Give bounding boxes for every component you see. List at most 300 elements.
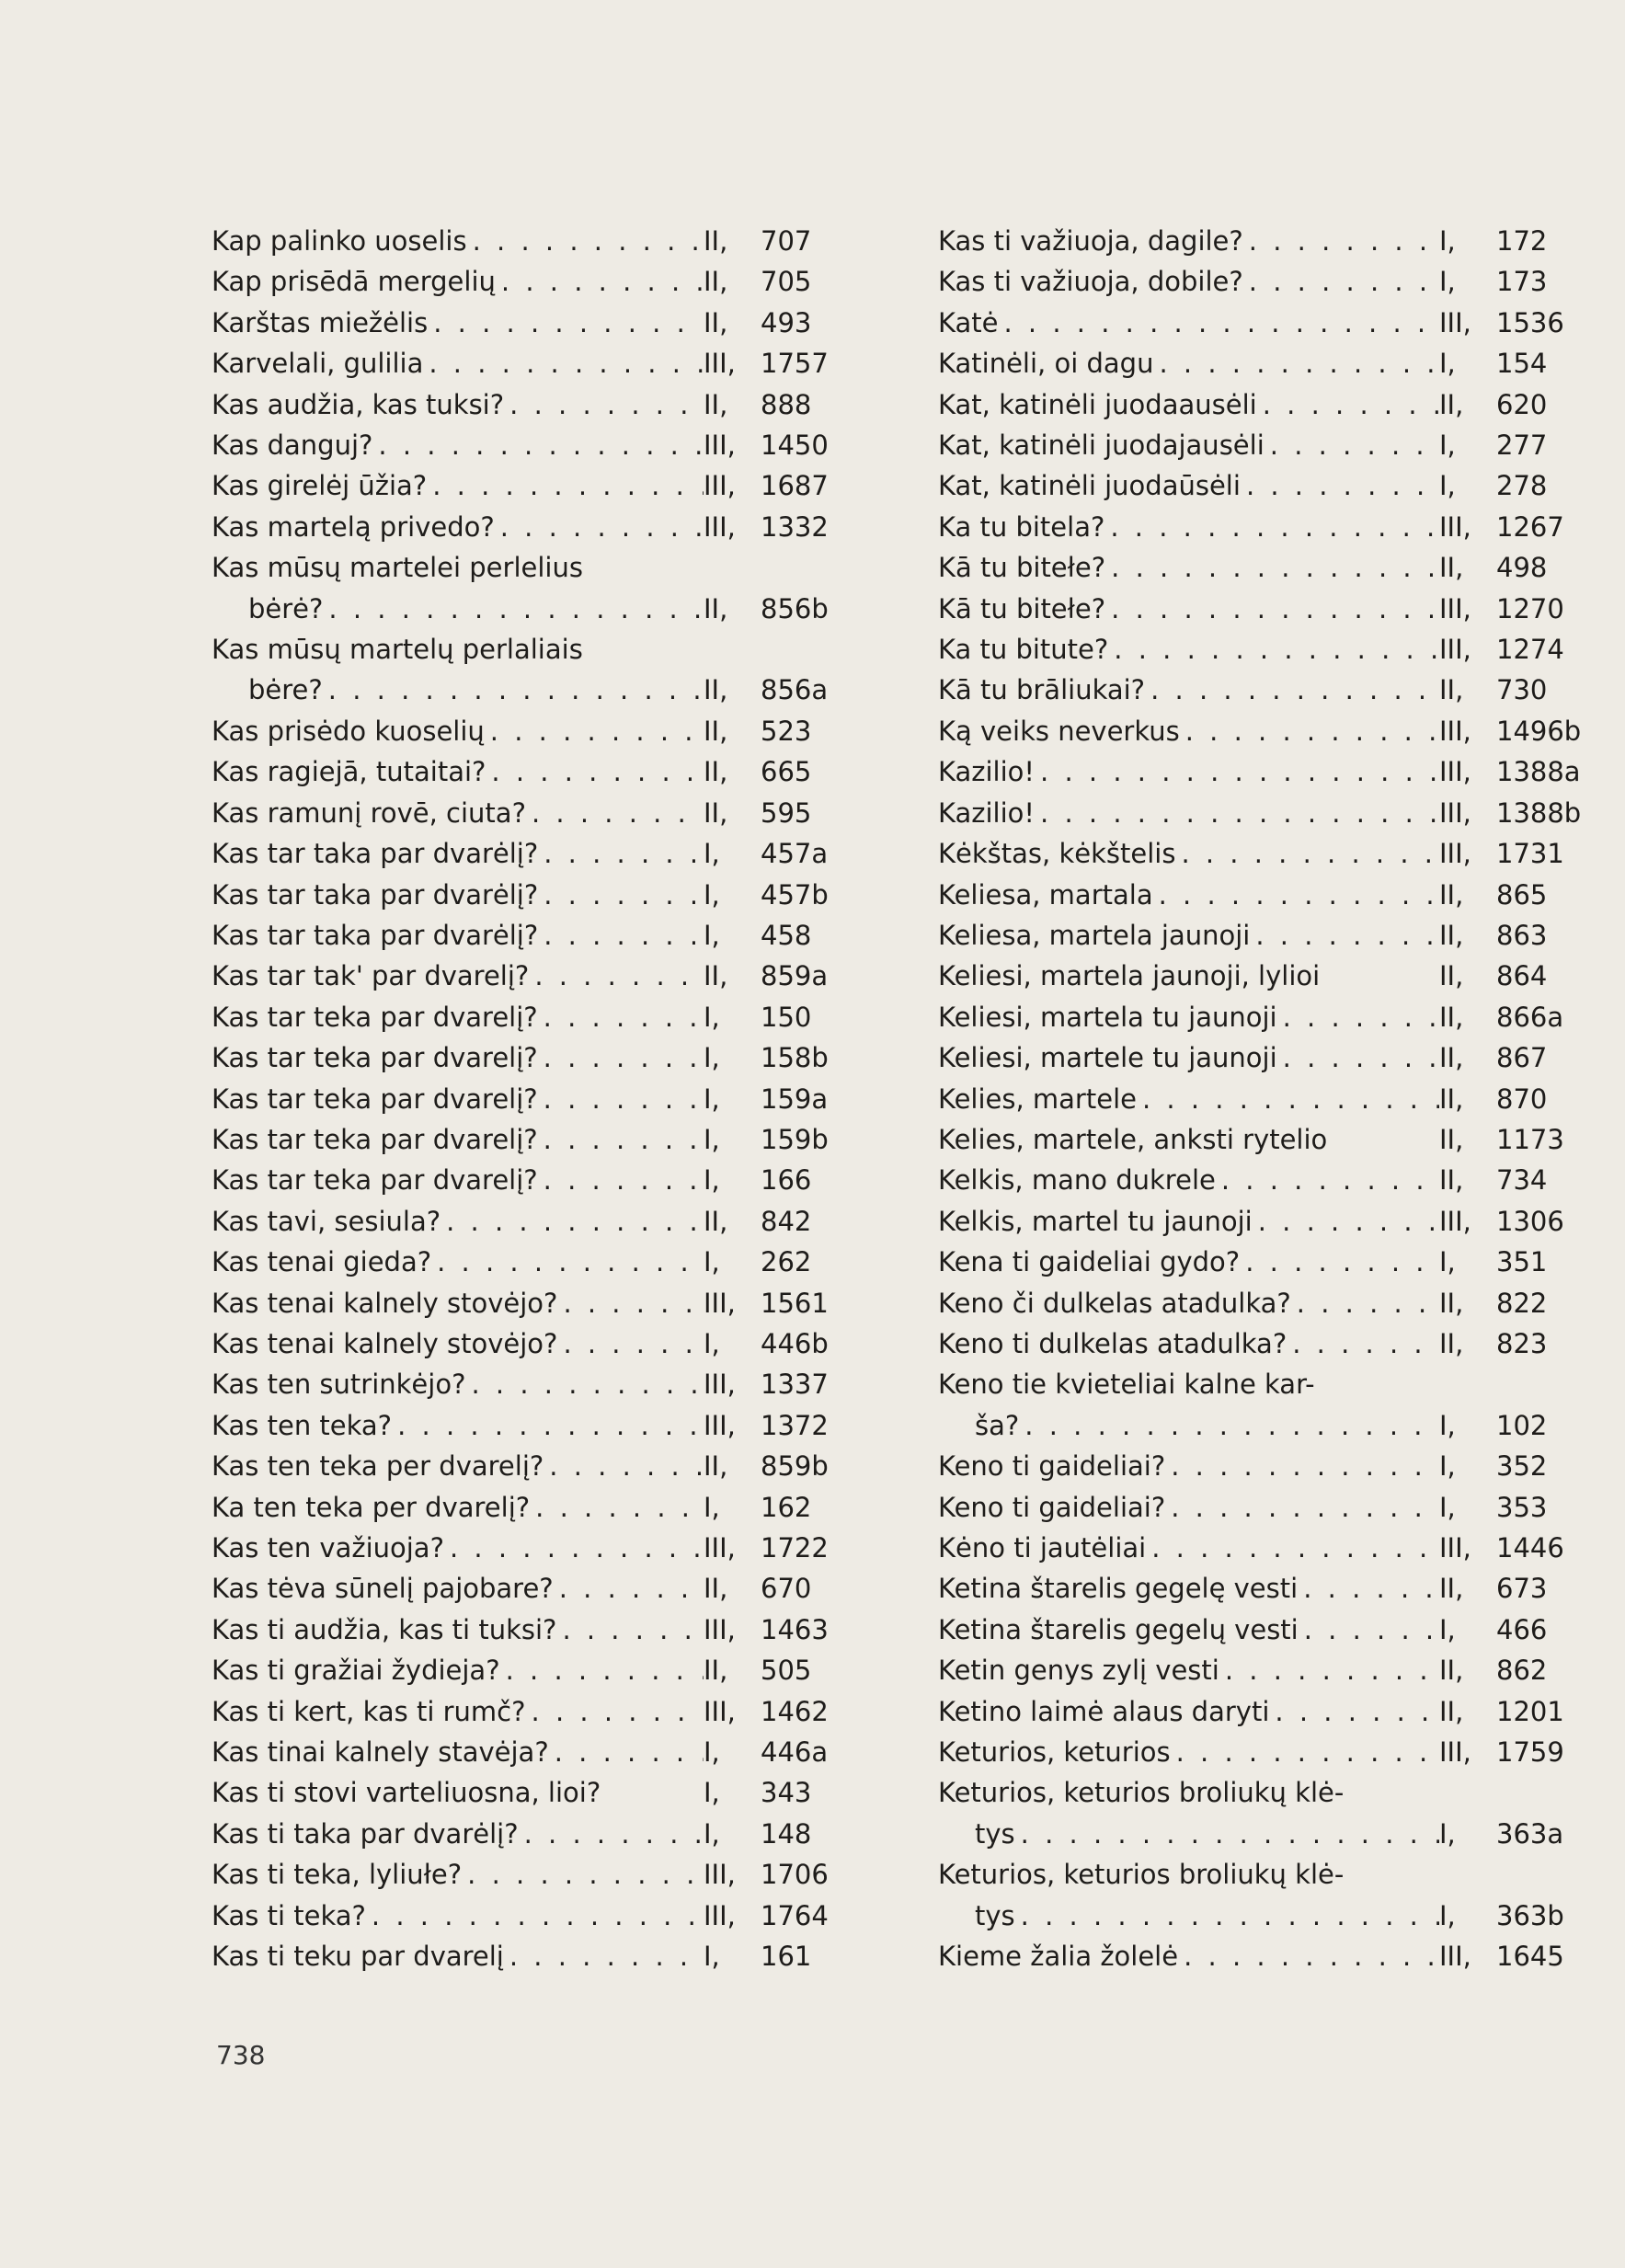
dot-leader xyxy=(1299,1609,1439,1650)
dot-leader xyxy=(441,1201,704,1242)
index-entry xyxy=(938,1119,1579,1160)
entry-volume: III, xyxy=(704,348,736,380)
entry-title-cell xyxy=(938,1487,1439,1528)
index-entry xyxy=(938,261,1579,302)
entry-volume: I, xyxy=(704,1042,720,1074)
entry-title-cell xyxy=(212,1079,704,1119)
entry-title-cell xyxy=(938,1242,1439,1282)
dot-leader xyxy=(504,1936,704,1976)
entry-title: Kā tu bitełe? xyxy=(938,592,1106,624)
entry-volume: III, xyxy=(1439,634,1471,666)
entry-title-cell xyxy=(212,915,704,956)
entry-volume: I, xyxy=(1439,1246,1456,1278)
dot-leader xyxy=(1250,915,1439,956)
entry-volume: II, xyxy=(704,1205,728,1237)
entry-title-cell xyxy=(212,1609,704,1650)
entry-title: Kas ti kert, kas ti rumč? xyxy=(212,1695,526,1727)
entry-title: Kap prisēdā mergelių xyxy=(212,266,496,298)
entry-title-cell xyxy=(212,1487,704,1528)
entry-title-cell xyxy=(212,261,704,302)
entry-title-cell xyxy=(938,1037,1439,1078)
entry-number: 352 xyxy=(1496,1450,1548,1483)
entry-title: Kas ti teka, lyliułe? xyxy=(212,1859,463,1891)
entry-title: Kas danguj? xyxy=(212,430,373,462)
entry-volume: I, xyxy=(1439,1613,1456,1645)
index-entry xyxy=(212,1079,843,1119)
index-entry xyxy=(938,507,1579,547)
entry-volume: I, xyxy=(1439,1899,1456,1931)
entry-title-cell xyxy=(938,343,1439,384)
index-entry xyxy=(938,1446,1579,1486)
dot-leader xyxy=(556,1609,704,1650)
dot-leader xyxy=(538,1079,704,1119)
entry-title: Kelies, martele, anksti rytelio xyxy=(938,1123,1328,1155)
entry-title-cell xyxy=(212,670,704,710)
entry-title: Ką veiks neverkus xyxy=(938,715,1180,747)
entry-title-cell xyxy=(212,956,704,996)
index-entry xyxy=(212,1487,843,1528)
dot-leader xyxy=(538,997,704,1037)
entry-number: 466 xyxy=(1496,1613,1548,1645)
index-entry xyxy=(212,1283,843,1323)
entry-volume: II, xyxy=(1439,878,1464,911)
entry-volume: I, xyxy=(704,878,720,911)
dot-leader xyxy=(1265,425,1439,465)
entry-title: Kas tar teka par dvarelį? xyxy=(212,1042,538,1074)
entry-volume: II, xyxy=(704,756,728,788)
entry-title-cell xyxy=(212,1037,704,1078)
entry-title: Katinėli, oi dagu xyxy=(938,348,1154,380)
index-entry xyxy=(938,1896,1579,1936)
entry-title-cell xyxy=(938,547,1439,588)
index-entry xyxy=(212,507,843,547)
entry-title: ša? xyxy=(975,1409,1020,1441)
index-entry xyxy=(212,1568,843,1609)
entry-title: Kas tar taka par dvarėlį? xyxy=(212,878,539,911)
entry-title: Kas ti važiuoja, dagile? xyxy=(938,225,1243,257)
entry-title-cell xyxy=(212,343,704,384)
index-entry xyxy=(212,629,843,670)
entry-volume: II, xyxy=(704,225,728,257)
index-entry xyxy=(938,1650,1579,1690)
entry-title: Kap palinko uoselis xyxy=(212,225,467,257)
entry-title: Kas ti taka par dvarėlį? xyxy=(212,1817,519,1850)
entry-title: Kas ti stovi varteliuosna, lioi? xyxy=(212,1777,601,1809)
dot-leader xyxy=(1277,1037,1439,1078)
entry-number: 498 xyxy=(1496,552,1548,584)
dot-leader xyxy=(465,1364,704,1404)
dot-leader xyxy=(372,425,704,465)
entry-number: 1764 xyxy=(761,1899,829,1931)
entry-number: 505 xyxy=(761,1655,812,1687)
dot-leader xyxy=(444,1528,704,1568)
entry-title-cell xyxy=(938,221,1439,261)
entry-volume: I, xyxy=(1439,348,1456,380)
entry-title: bėrė? xyxy=(248,592,324,624)
entry-title-cell xyxy=(212,1528,704,1568)
entry-volume: III, xyxy=(1439,1736,1471,1769)
entry-title: Keturios, keturios broliukų klė- xyxy=(938,1777,1345,1809)
entry-title-cell xyxy=(938,1446,1439,1486)
entry-number: 1337 xyxy=(761,1369,829,1401)
entry-title: Kā tu bitełe? xyxy=(938,552,1106,584)
entry-title: Kas mūsų martelei perlelius xyxy=(212,552,583,584)
entry-title: Keturios, keturios xyxy=(938,1736,1171,1769)
index-entry xyxy=(938,997,1579,1037)
dot-leader xyxy=(323,670,704,710)
entry-title: Kas tėva sūnelį pajobare? xyxy=(212,1573,554,1605)
entry-number: 823 xyxy=(1496,1327,1548,1359)
entry-volume: II, xyxy=(704,1450,728,1483)
entry-title: Kas tar taka par dvarėlį? xyxy=(212,838,539,870)
entry-volume: II, xyxy=(704,715,728,747)
entry-number: 866a xyxy=(1496,1001,1564,1033)
entry-title-cell xyxy=(938,1732,1439,1772)
entry-volume: II, xyxy=(704,388,728,420)
entry-number: 1201 xyxy=(1496,1695,1564,1727)
index-entry xyxy=(212,1119,843,1160)
index-entry xyxy=(938,1079,1579,1119)
entry-number: 458 xyxy=(761,919,812,951)
index-entry xyxy=(938,711,1582,751)
entry-title: Kazilio! xyxy=(938,796,1036,829)
entry-title-cell xyxy=(938,1691,1439,1732)
entry-title-cell xyxy=(212,1568,704,1609)
index-entry xyxy=(938,956,1579,996)
entry-number: 665 xyxy=(761,756,812,788)
entry-title-cell xyxy=(938,833,1439,874)
entry-volume: II, xyxy=(1439,1164,1464,1197)
entry-title-cell xyxy=(212,1732,704,1772)
entry-title-cell xyxy=(938,589,1439,629)
entry-number: 1388a xyxy=(1496,756,1581,788)
entry-volume: III, xyxy=(1439,715,1471,747)
entry-title: Kelies, martele xyxy=(938,1082,1137,1115)
entry-title-cell xyxy=(212,1405,704,1446)
entry-title: Kas tar teka par dvarelį? xyxy=(212,1123,538,1155)
index-entry xyxy=(938,425,1579,465)
entry-volume: III, xyxy=(704,1859,736,1891)
index-entry xyxy=(212,711,843,751)
entry-number: 1463 xyxy=(761,1613,829,1645)
index-entry xyxy=(938,1609,1579,1650)
entry-number: 1722 xyxy=(761,1532,829,1564)
entry-volume: II, xyxy=(1439,1695,1464,1727)
dot-leader xyxy=(1243,261,1439,302)
dot-leader xyxy=(1180,711,1439,751)
entry-title-cell xyxy=(212,1854,704,1895)
entry-title-cell xyxy=(212,875,704,915)
dot-leader xyxy=(529,956,704,996)
entry-title-cell xyxy=(938,629,1439,670)
entry-number: 277 xyxy=(1496,430,1548,462)
entry-number: 859b xyxy=(761,1450,829,1483)
entry-title-cell xyxy=(938,384,1439,425)
entry-number: 159b xyxy=(761,1123,829,1155)
entry-number: 523 xyxy=(761,715,812,747)
dot-leader xyxy=(530,1487,704,1528)
entry-title-cell xyxy=(938,1772,1439,1813)
page-number: 738 xyxy=(216,2040,266,2070)
dot-leader xyxy=(1240,1242,1439,1282)
dot-leader xyxy=(495,507,704,547)
entry-volume: III, xyxy=(1439,306,1471,338)
entry-title: Kas girelėj ūžia? xyxy=(212,470,428,502)
entry-volume: III, xyxy=(1439,592,1471,624)
dot-leader xyxy=(486,751,704,792)
entry-title: Kas ramunį rovē, ciuta? xyxy=(212,796,526,829)
entry-volume: III, xyxy=(704,1287,736,1319)
dot-leader xyxy=(1165,1487,1439,1528)
index-entry xyxy=(212,1323,843,1364)
entry-number: 856b xyxy=(761,592,829,624)
index-entry xyxy=(938,915,1579,956)
entry-title-cell xyxy=(212,1446,704,1486)
dot-leader xyxy=(1257,384,1439,425)
entry-title: Keno či dulkelas atadulka? xyxy=(938,1287,1291,1319)
index-entry xyxy=(938,1568,1579,1609)
entry-title: Kas tenai kalnely stovėjo? xyxy=(212,1287,558,1319)
dot-leader xyxy=(538,875,704,915)
index-entry xyxy=(938,221,1579,261)
entry-title: Kat, katinėli juodajausėli xyxy=(938,430,1265,462)
dot-leader xyxy=(544,1446,704,1486)
entry-number: 1372 xyxy=(761,1409,829,1441)
entry-title: Kas tar teka par dvarelį? xyxy=(212,1082,538,1115)
index-entry xyxy=(212,1896,843,1936)
entry-title-cell xyxy=(212,1896,704,1936)
entry-title-cell xyxy=(212,751,704,792)
entry-volume: II, xyxy=(1439,1082,1464,1115)
entry-title: Kas tenai kalnely stovėjo? xyxy=(212,1327,558,1359)
entry-volume: II, xyxy=(1439,960,1464,992)
entry-volume: I, xyxy=(1439,430,1456,462)
entry-title-cell xyxy=(938,303,1439,343)
index-entry xyxy=(212,1732,843,1772)
entry-volume: I, xyxy=(1439,1409,1456,1441)
index-entry xyxy=(212,1814,843,1854)
index-entry xyxy=(212,1037,843,1078)
dot-leader xyxy=(485,711,704,751)
dot-leader xyxy=(1015,1896,1439,1936)
index-entry xyxy=(212,1772,843,1813)
entry-title: Keno tie kvieteliai kalne kar- xyxy=(938,1369,1315,1401)
index-entry xyxy=(212,303,843,343)
index-entry xyxy=(938,1323,1579,1364)
entry-volume: II, xyxy=(1439,674,1464,706)
entry-title-cell xyxy=(212,1691,704,1732)
entry-title: Kas ti gražiai žydieja? xyxy=(212,1655,500,1687)
index-entry xyxy=(212,1528,843,1568)
entry-number: 278 xyxy=(1496,470,1548,502)
dot-leader xyxy=(1241,465,1439,506)
entry-title: Kas ten teka? xyxy=(212,1409,393,1441)
entry-title-cell xyxy=(212,1814,704,1854)
index-entry xyxy=(938,1936,1579,1976)
entry-number: 859a xyxy=(761,960,829,992)
index-entry xyxy=(212,1201,843,1242)
entry-number: 673 xyxy=(1496,1573,1548,1605)
dot-leader xyxy=(538,1119,704,1160)
dot-leader xyxy=(1145,670,1439,710)
entry-title: Ka ten teka per dvarelį? xyxy=(212,1491,531,1523)
entry-title-cell xyxy=(212,833,704,874)
entry-volume: I, xyxy=(704,1246,720,1278)
index-entry xyxy=(938,1242,1579,1282)
entry-title: Ketin genys zylį vesti xyxy=(938,1655,1219,1687)
entry-title-cell xyxy=(938,1119,1439,1160)
entry-number: 457a xyxy=(761,838,829,870)
index-entry xyxy=(938,343,1579,384)
entry-volume: II, xyxy=(1439,1327,1464,1359)
entry-volume: II, xyxy=(704,796,728,829)
entry-volume: III, xyxy=(1439,838,1471,870)
entry-title-cell xyxy=(212,1242,704,1282)
entry-title: Keturios, keturios broliukų klė- xyxy=(938,1859,1345,1891)
entry-number: 822 xyxy=(1496,1287,1548,1319)
entry-title: Kas tavi, sesiula? xyxy=(212,1205,441,1237)
entry-number: 1173 xyxy=(1496,1123,1564,1155)
index-entry xyxy=(212,751,843,792)
dot-leader xyxy=(1298,1568,1439,1609)
dot-leader xyxy=(526,793,704,833)
index-entry xyxy=(938,833,1579,874)
entry-title-cell xyxy=(212,507,704,547)
dot-leader xyxy=(1019,1405,1439,1446)
entry-volume: II, xyxy=(1439,1123,1464,1155)
entry-volume: II, xyxy=(704,960,728,992)
entry-volume: II, xyxy=(704,1655,728,1687)
entry-title: Kas ten teka per dvarelį? xyxy=(212,1450,544,1483)
entry-title-cell xyxy=(212,465,704,506)
dot-leader xyxy=(538,1037,704,1078)
entry-title-cell xyxy=(938,425,1439,465)
dot-leader xyxy=(554,1568,704,1609)
entry-title-cell xyxy=(212,589,704,629)
entry-number: 1757 xyxy=(761,348,829,380)
dot-leader xyxy=(526,1691,704,1732)
entry-volume: III, xyxy=(704,1532,736,1564)
entry-volume: I, xyxy=(704,838,720,870)
entry-volume: III, xyxy=(704,470,736,502)
dot-leader xyxy=(1108,629,1439,670)
entry-number: 1706 xyxy=(761,1859,829,1891)
dot-leader xyxy=(427,465,704,506)
entry-number: 262 xyxy=(761,1246,812,1278)
dot-leader xyxy=(1035,793,1439,833)
entry-volume: II, xyxy=(1439,1001,1464,1033)
entry-number: 446a xyxy=(761,1736,829,1769)
entry-number: 870 xyxy=(1496,1082,1548,1115)
index-entry xyxy=(938,1691,1579,1732)
dot-leader xyxy=(1153,343,1439,384)
entry-volume: I, xyxy=(1439,266,1456,298)
entry-number: 173 xyxy=(1496,266,1548,298)
dot-leader xyxy=(538,833,704,874)
entry-title: Kas ragiejā, tutaitai? xyxy=(212,756,486,788)
entry-title-cell xyxy=(938,1405,1439,1446)
entry-volume: II, xyxy=(704,674,728,706)
entry-number: 863 xyxy=(1496,919,1548,951)
entry-volume: III, xyxy=(1439,1532,1471,1564)
entry-title: Karvelali, gulilia xyxy=(212,348,424,380)
entry-volume: III, xyxy=(1439,510,1471,543)
dot-leader xyxy=(1104,507,1439,547)
index-entry xyxy=(212,793,843,833)
entry-title-cell xyxy=(212,711,704,751)
index-entry xyxy=(938,547,1579,588)
entry-number: 148 xyxy=(761,1817,812,1850)
dot-leader xyxy=(428,303,704,343)
entry-title: Keno ti gaideliai? xyxy=(938,1491,1166,1523)
entry-title: Ketina štarelis gegelų vesti xyxy=(938,1613,1299,1645)
entry-number: 867 xyxy=(1496,1042,1548,1074)
index-entry xyxy=(938,1364,1579,1404)
entry-title-cell xyxy=(938,1323,1439,1364)
index-entry xyxy=(212,833,843,874)
entry-number: 150 xyxy=(761,1001,812,1033)
dot-leader xyxy=(1165,1446,1439,1486)
entry-number: 730 xyxy=(1496,674,1548,706)
entry-number: 363a xyxy=(1496,1817,1564,1850)
entry-title: Keno ti dulkelas atadulka? xyxy=(938,1327,1287,1359)
right-index-column xyxy=(938,221,1582,1976)
entry-volume: III, xyxy=(704,510,736,543)
index-entry xyxy=(938,1405,1579,1446)
entry-volume: III, xyxy=(1439,756,1471,788)
index-entry xyxy=(212,915,843,956)
entry-number: 1687 xyxy=(761,470,829,502)
entry-title: Keliesi, martele tu jaunoji xyxy=(938,1042,1277,1074)
dot-leader xyxy=(1171,1732,1439,1772)
entry-number: 1270 xyxy=(1496,592,1564,624)
entry-volume: III, xyxy=(704,1899,736,1931)
entry-title: Ketina štarelis gegelę vesti xyxy=(938,1573,1299,1605)
entry-title: Kėkštas, kėkštelis xyxy=(938,838,1176,870)
entry-number: 493 xyxy=(761,306,812,338)
dot-leader xyxy=(500,1650,704,1690)
entry-title-cell xyxy=(938,875,1439,915)
entry-volume: III, xyxy=(704,430,736,462)
index-entry xyxy=(938,1283,1579,1323)
dot-leader xyxy=(423,343,704,384)
index-entry xyxy=(938,670,1579,710)
dot-leader xyxy=(1137,1079,1439,1119)
dot-leader xyxy=(538,1160,704,1200)
entry-number: 705 xyxy=(761,266,812,298)
entry-title-cell xyxy=(938,1568,1439,1609)
entry-title-cell xyxy=(212,629,704,670)
index-entry xyxy=(938,1772,1579,1813)
entry-title: Kas ti teka? xyxy=(212,1899,366,1931)
index-entry xyxy=(938,384,1579,425)
entry-number: 888 xyxy=(761,388,812,420)
entry-volume: II, xyxy=(704,592,728,624)
dot-leader xyxy=(1105,547,1439,588)
entry-title-cell xyxy=(212,793,704,833)
entry-number: 1267 xyxy=(1496,510,1564,543)
entry-number: 1306 xyxy=(1496,1205,1564,1237)
entry-title-cell xyxy=(938,261,1439,302)
index-entry xyxy=(212,875,843,915)
entry-number: 158b xyxy=(761,1042,829,1074)
entry-volume: II, xyxy=(704,1573,728,1605)
entry-title-cell xyxy=(212,384,704,425)
entry-volume: III, xyxy=(1439,1205,1471,1237)
entry-title-cell xyxy=(938,956,1439,996)
entry-title-cell xyxy=(212,303,704,343)
entry-title-cell xyxy=(212,1119,704,1160)
